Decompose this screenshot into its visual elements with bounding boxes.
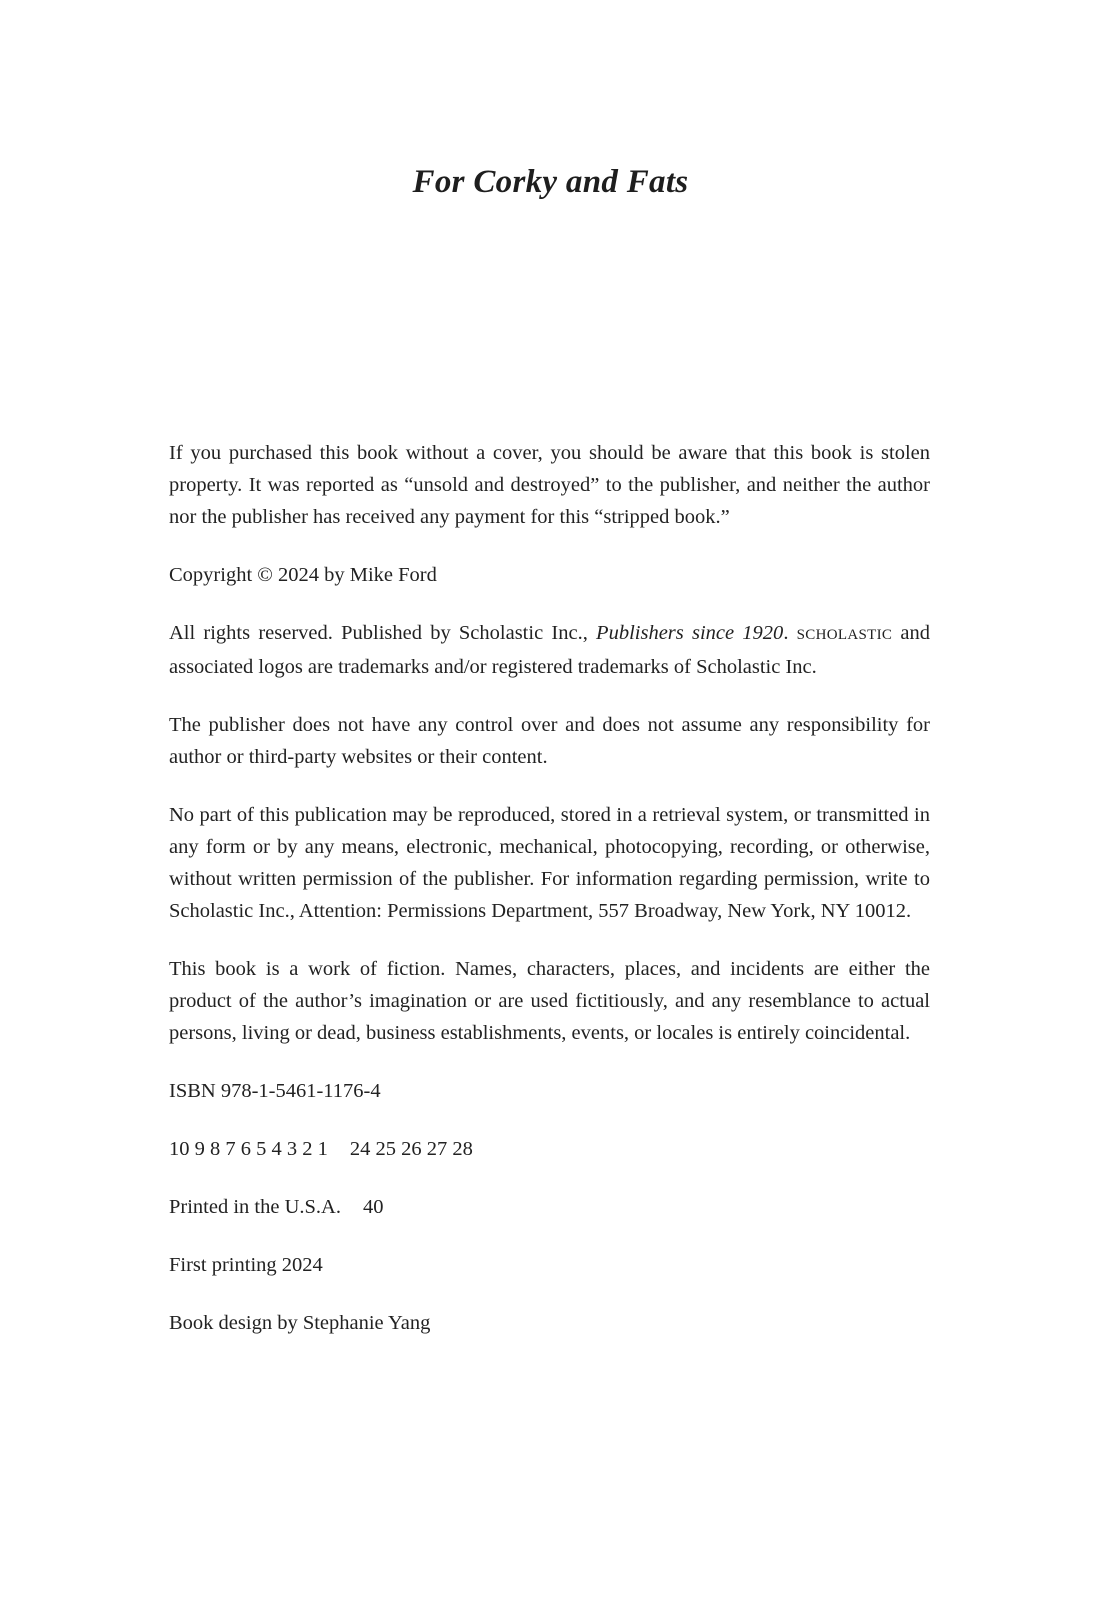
dedication: For Corky and Fats bbox=[412, 164, 689, 200]
websites-disclaimer: The publisher does not have any control over and does not assume any responsibility for author or third-party websites or their content. bbox=[169, 714, 930, 768]
isbn-line: ISBN 978-1-5461-1176-4 bbox=[169, 1080, 381, 1102]
reproduction-notice: No part of this publication may be reproduced, stored in a retrieval system, or transmitted in any form or by any means, electronic, mechanical, photocopying, recording, or otherwise, without written permission of the publisher. For information regarding permission, write to Scholastic Inc., Attention: Permissions Department, 557 Broadway, New York, NY 10012. bbox=[169, 804, 930, 922]
print-years: 24 25 26 27 28 bbox=[349, 1138, 473, 1160]
copyright-line: Copyright © 2024 by Mike Ford bbox=[169, 564, 437, 586]
first-printing-line: First printing 2024 bbox=[169, 1254, 323, 1276]
rights-paragraph bbox=[169, 617, 930, 683]
print-line bbox=[169, 1133, 930, 1165]
rights-italic: Publishers since 1920 bbox=[596, 622, 784, 644]
printed-in-text: Printed in the U.S.A. bbox=[169, 1196, 341, 1218]
rights-after-italic: . bbox=[783, 622, 797, 644]
scholastic-brand: SCHOLASTIC bbox=[796, 627, 893, 643]
print-numbers: 10 9 8 7 6 5 4 3 2 1 bbox=[169, 1138, 328, 1160]
printer-code: 40 bbox=[362, 1196, 384, 1218]
book-design-credit: Book design by Stephanie Yang bbox=[169, 1312, 431, 1334]
rights-tail: and associated logos are trademarks and/or registered trademarks of Scholastic Inc. bbox=[169, 622, 930, 678]
fiction-disclaimer: This book is a work of fiction. Names, characters, places, and incidents are either the product of the author’s imagination or are used fictitiously, and any resemblance to actual persons, living or dead, business establishments, events, or locales is entirely coincidental. bbox=[169, 958, 930, 1044]
rights-lead: All rights reserved. Published by Scholastic Inc., bbox=[169, 622, 597, 644]
stripped-book-notice: If you purchased this book without a cover, you should be aware that this book is stolen property. It was reported as “unsold and destroyed” to the publisher, and neither the author nor the publisher has received any payment for this “stripped book.” bbox=[169, 442, 930, 528]
copyright-page-body bbox=[169, 437, 930, 1365]
printed-in-line bbox=[169, 1191, 930, 1223]
